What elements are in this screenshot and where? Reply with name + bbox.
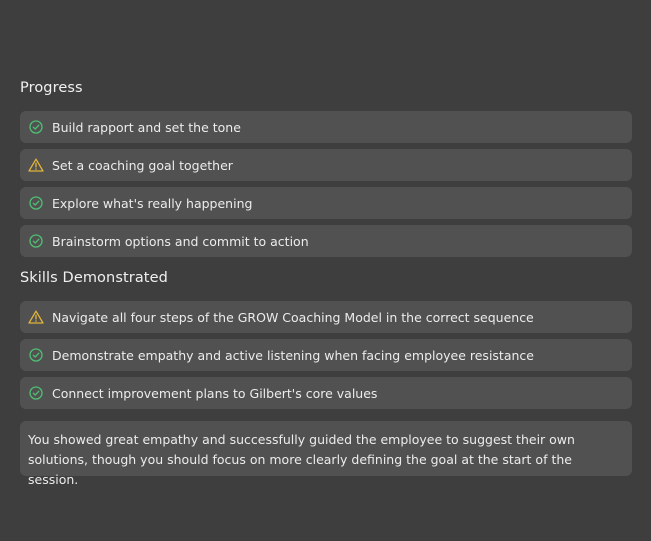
skill-item — [20, 377, 632, 409]
check-circle-icon — [28, 195, 44, 211]
warning-triangle-icon — [28, 157, 44, 173]
skill-item-label: Connect improvement plans to Gilbert's core values — [52, 385, 378, 401]
progress-item-label: Set a coaching goal together — [52, 157, 233, 173]
skill-item-label: Navigate all four steps of the GROW Coaching Model in the correct sequence — [52, 309, 534, 325]
progress-item — [20, 149, 632, 181]
skill-item — [20, 339, 632, 371]
progress-item — [20, 225, 632, 257]
check-circle-icon — [28, 233, 44, 249]
check-circle-icon — [28, 347, 44, 363]
progress-item-label: Brainstorm options and commit to action — [52, 233, 309, 249]
progress-item — [20, 111, 632, 143]
progress-item-label: Explore what's really happening — [52, 195, 253, 211]
skill-item — [20, 301, 632, 333]
progress-heading: Progress — [20, 80, 83, 96]
check-circle-icon — [28, 385, 44, 401]
progress-item — [20, 187, 632, 219]
progress-item-label: Build rapport and set the tone — [52, 119, 241, 135]
feedback-summary: You showed great empathy and successfully guided the employee to suggest their own solutions, though you should focus on more clearly defining the goal at the start of the session. — [20, 421, 632, 476]
warning-triangle-icon — [28, 309, 44, 325]
skill-item-label: Demonstrate empathy and active listening when facing employee resistance — [52, 347, 534, 363]
skills-heading: Skills Demonstrated — [20, 270, 168, 286]
check-circle-icon — [28, 119, 44, 135]
